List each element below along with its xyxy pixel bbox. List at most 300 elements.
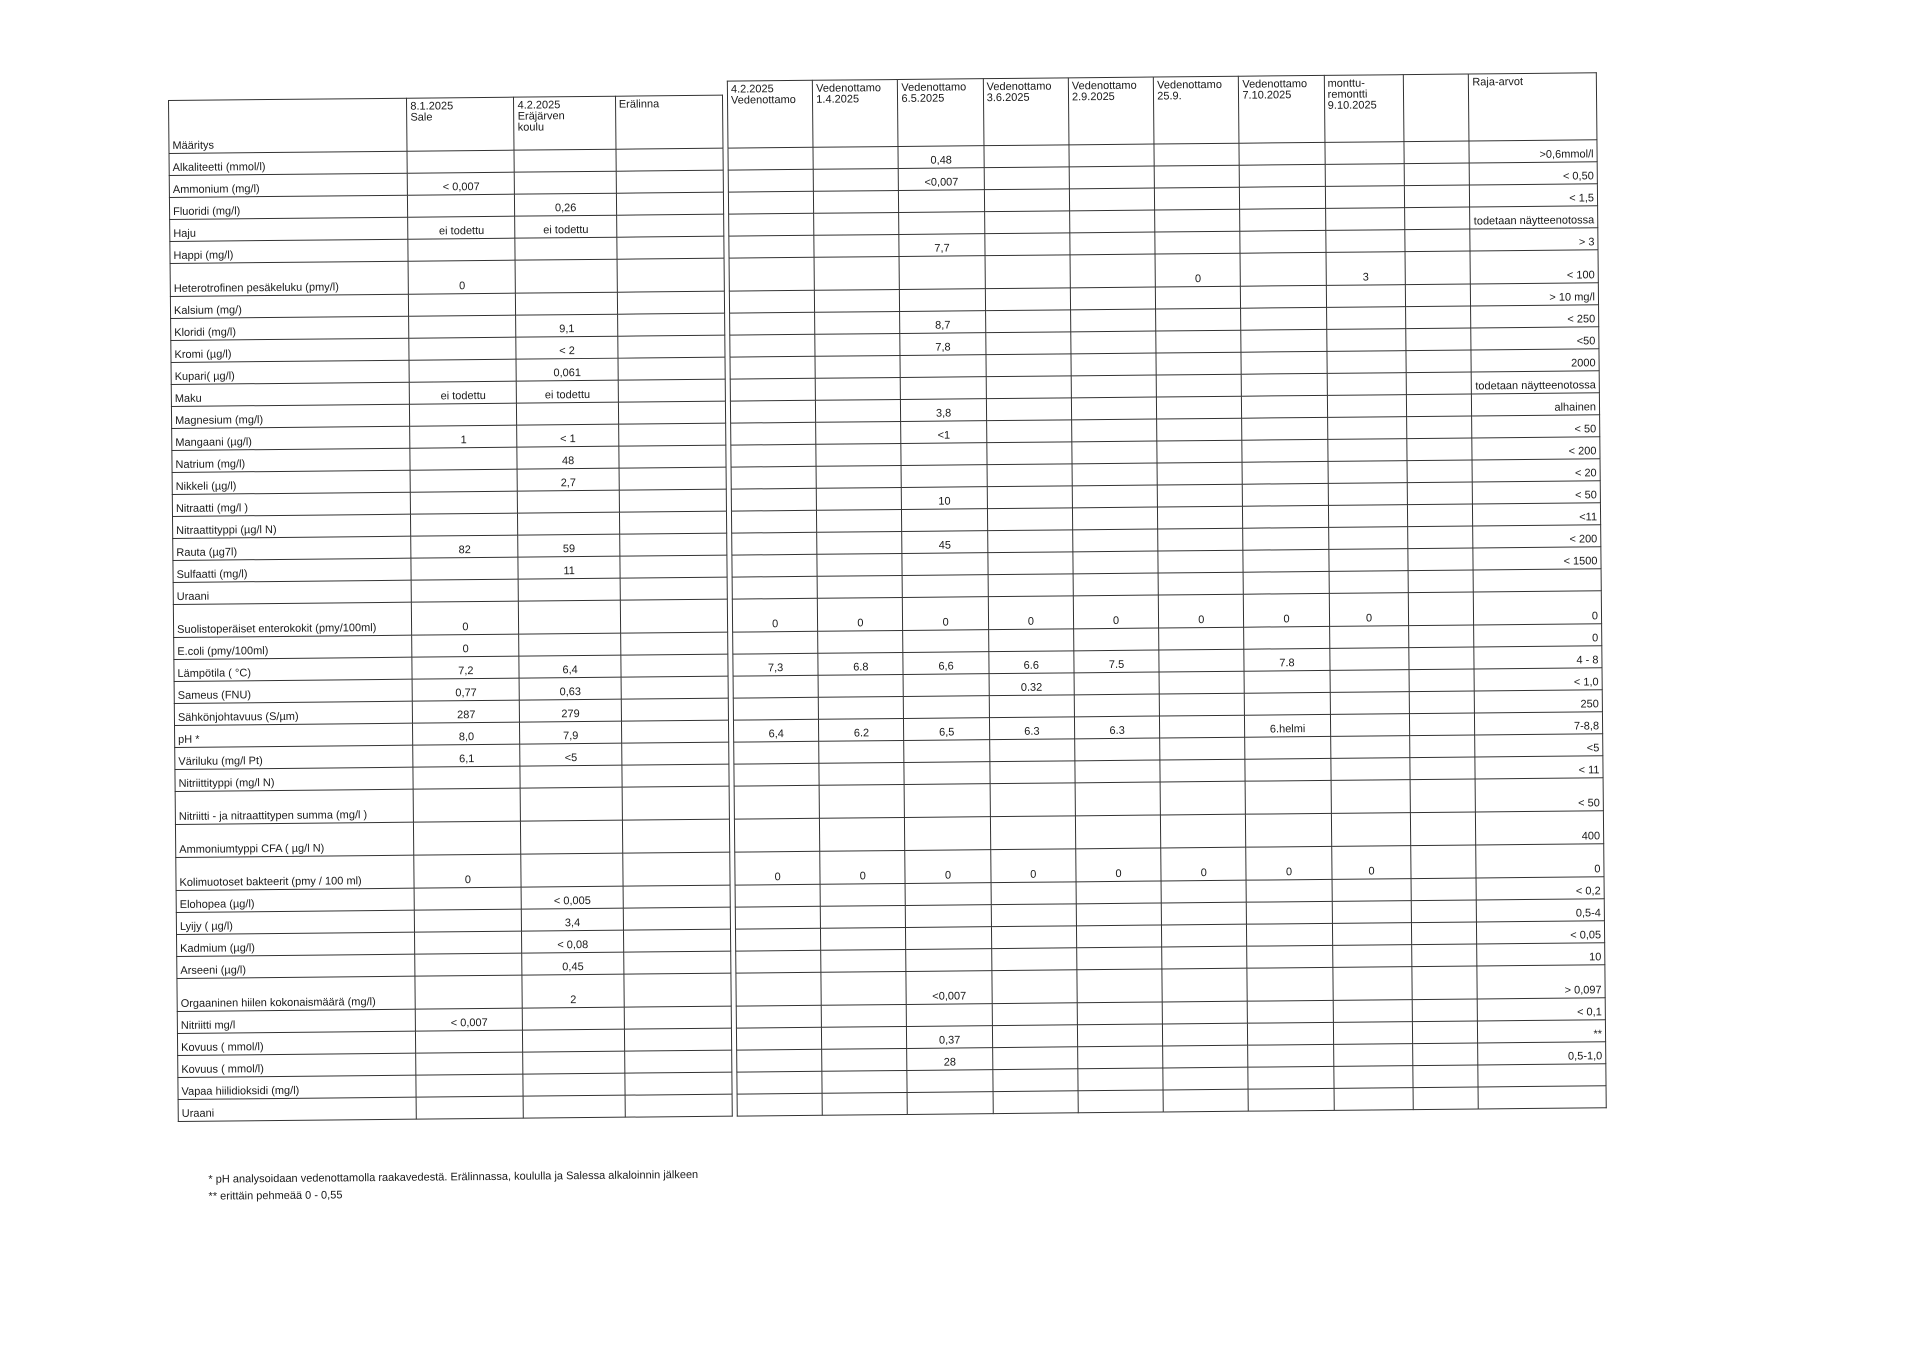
result-cell: < 0,08 [522, 930, 623, 953]
result-cell [905, 784, 991, 818]
result-cell [989, 695, 1074, 718]
result-cell [1162, 924, 1247, 947]
result-cell [619, 511, 726, 534]
result-cell [1408, 526, 1473, 549]
result-cell [1245, 780, 1331, 814]
result-cell [1240, 252, 1326, 286]
parameter-name: Nikkeli (µg/l) [172, 470, 410, 494]
result-cell [988, 574, 1073, 597]
result-cell [623, 852, 731, 886]
result-cell [1413, 1065, 1478, 1088]
column-header-waterworks-8 [1404, 74, 1470, 142]
result-cell [523, 1007, 624, 1030]
result-cell [1248, 1088, 1333, 1111]
result-cell [990, 816, 1076, 850]
result-cell [1333, 1066, 1413, 1089]
result-cell [1157, 462, 1242, 485]
result-cell [1330, 692, 1410, 715]
result-cell [1410, 779, 1475, 813]
result-cell [984, 145, 1069, 168]
result-cell [1406, 328, 1471, 351]
result-cell [1332, 945, 1412, 968]
result-cell [1413, 999, 1478, 1022]
result-cell [1243, 483, 1328, 506]
result-cell [1071, 397, 1156, 420]
result-cell [1326, 285, 1406, 308]
result-cell [616, 192, 723, 215]
parameter-name: Happi (mg/l) [170, 239, 408, 263]
result-cell [1411, 845, 1476, 879]
result-cell [904, 740, 989, 763]
result-cell [1157, 418, 1242, 441]
result-cell [816, 487, 901, 510]
result-cell [729, 257, 815, 291]
limit-value-cell: > 10 mg/l [1471, 283, 1599, 306]
result-cell [907, 1004, 992, 1027]
result-cell [906, 949, 991, 972]
result-cell: <0,007 [899, 168, 984, 191]
result-cell [1156, 374, 1241, 397]
result-cell [1248, 1000, 1333, 1023]
result-cell [987, 530, 1072, 553]
result-cell [1071, 375, 1156, 398]
result-cell [900, 355, 985, 378]
parameter-name: Kovuus ( mmol/l) [178, 1053, 416, 1077]
parameter-name: Sameus (FNU) [174, 679, 412, 703]
result-cell [1160, 759, 1245, 782]
limit-value-cell [1478, 1064, 1606, 1087]
limit-value-cell: < 11 [1475, 756, 1603, 779]
result-cell [1162, 968, 1248, 1002]
result-cell [734, 741, 819, 764]
result-cell [899, 190, 984, 213]
result-cell [410, 403, 517, 426]
result-cell [1327, 373, 1407, 396]
parameter-name: Uraani [178, 1097, 416, 1121]
result-cell [1407, 416, 1472, 439]
result-cell [1072, 419, 1157, 442]
result-cell [1328, 461, 1408, 484]
result-cell [733, 697, 818, 720]
result-cell [901, 443, 986, 466]
result-cell: <5 [520, 743, 621, 766]
result-cell [1407, 394, 1472, 417]
parameter-name: Magnesium (mg/l) [171, 404, 409, 428]
column-header-erajarvi-school: 4.2.2025 Eräjärven koulu [514, 96, 616, 150]
result-cell [815, 355, 900, 378]
result-cell [1247, 967, 1333, 1001]
parameter-name: pH * [175, 723, 413, 747]
result-cell [1077, 947, 1162, 970]
result-cell [411, 491, 518, 514]
limit-value-cell: <11 [1473, 503, 1601, 526]
parameter-name: Kolimuotoset bakteerit (pmy / 100 ml) [176, 855, 415, 890]
result-cell: < 0,007 [407, 172, 514, 195]
result-cell [813, 146, 898, 169]
limit-value-cell: < 1500 [1473, 547, 1601, 570]
result-cell: 6.6 [989, 651, 1074, 674]
result-cell [1078, 1068, 1163, 1091]
result-cell [728, 147, 813, 170]
result-cell [1240, 164, 1325, 187]
result-cell [618, 357, 725, 380]
result-cell [1407, 372, 1472, 395]
result-cell [735, 928, 820, 951]
result-cell [1245, 736, 1330, 759]
result-cell [1241, 307, 1326, 330]
result-cell [411, 579, 518, 602]
result-cell [1069, 188, 1154, 211]
result-cell [986, 398, 1071, 421]
result-cell: 0,77 [412, 678, 519, 701]
result-cell: 8,7 [900, 311, 985, 334]
result-cell [1160, 781, 1246, 815]
result-cell [988, 629, 1073, 652]
result-cell [1333, 1000, 1413, 1023]
result-cell: 7,3 [733, 653, 818, 676]
result-cell [1072, 463, 1157, 486]
parameter-name: Alkaliteetti (mmol/l) [169, 151, 407, 175]
result-cell [728, 191, 813, 214]
result-cell [521, 820, 623, 854]
result-cell [621, 720, 728, 743]
column-header-sale: 8.1.2025 Sale [407, 97, 515, 151]
result-cell [1408, 504, 1473, 527]
result-cell [987, 486, 1072, 509]
result-cell: 0 [1158, 594, 1244, 628]
result-cell [1245, 758, 1330, 781]
result-cell [1071, 331, 1156, 354]
result-cell [1078, 1090, 1163, 1113]
result-cell [1405, 251, 1470, 285]
result-cell [1072, 441, 1157, 464]
table-row [177, 973, 731, 1011]
result-cell [1331, 813, 1411, 847]
result-cell [821, 927, 906, 950]
result-cell [736, 950, 821, 973]
result-cell [1410, 735, 1475, 758]
result-cell [1405, 185, 1470, 208]
result-cell [1239, 142, 1324, 165]
limit-value-cell: < 0,1 [1478, 998, 1606, 1021]
parameter-name: Lämpötila ( °C) [174, 657, 412, 681]
result-cell [820, 817, 906, 851]
result-cell [816, 421, 901, 444]
parameter-name: Nitriitti mg/l [177, 1009, 415, 1033]
result-cell [906, 883, 991, 906]
result-cell [1412, 966, 1477, 1000]
limit-value-cell: <5 [1475, 734, 1603, 757]
result-cell [1242, 395, 1327, 418]
result-cell [735, 906, 820, 929]
result-cell: 2 [522, 974, 624, 1008]
result-cell [1406, 284, 1471, 307]
result-cell: 0,37 [907, 1026, 992, 1049]
result-cell [413, 788, 521, 822]
result-cell [993, 1091, 1078, 1114]
result-cell [1325, 208, 1405, 231]
result-cell [1242, 373, 1327, 396]
result-cell [821, 971, 907, 1005]
result-cell [625, 1094, 732, 1117]
result-cell [1244, 626, 1329, 649]
result-cell: 11 [518, 556, 619, 579]
result-cell [1248, 1022, 1333, 1045]
result-cell [517, 402, 618, 425]
result-cell [1326, 329, 1406, 352]
result-cell [987, 442, 1072, 465]
result-cell [815, 289, 900, 312]
result-cell [904, 674, 989, 697]
result-cell [521, 787, 623, 821]
result-cell [737, 1049, 822, 1072]
result-cell [1156, 352, 1241, 375]
limit-value-cell: < 0,05 [1477, 921, 1605, 944]
result-cell [1409, 592, 1474, 626]
result-cell [1070, 210, 1155, 233]
result-cell [900, 289, 985, 312]
result-cell [1408, 548, 1473, 571]
limit-value-cell: 250 [1475, 690, 1603, 713]
parameter-name: Fluoridi (mg/l) [169, 195, 407, 219]
result-cell [624, 973, 732, 1007]
result-cell [618, 379, 725, 402]
result-cell [1161, 880, 1246, 903]
result-cell [814, 212, 899, 235]
result-cell [985, 310, 1070, 333]
result-cell [619, 533, 726, 556]
table-row [173, 599, 727, 637]
result-cell [736, 1005, 821, 1028]
result-cell [990, 783, 1076, 817]
result-cell [1159, 671, 1244, 694]
result-cell [1409, 625, 1474, 648]
column-header-waterworks-3: Vedenottamo 3.6.2025 [983, 78, 1069, 146]
result-cell: 7,7 [899, 234, 984, 257]
result-cell [411, 557, 518, 580]
result-cell [1410, 691, 1475, 714]
result-cell [1072, 485, 1157, 508]
result-cell [1407, 460, 1472, 483]
result-cell: 10 [902, 487, 987, 510]
result-cell [904, 696, 989, 719]
limit-value-cell [1478, 1086, 1606, 1109]
result-cell [1245, 692, 1330, 715]
result-cell [1078, 1046, 1163, 1069]
result-cell [1242, 461, 1327, 484]
result-cell [1409, 647, 1474, 670]
result-cell [822, 1092, 907, 1115]
result-cell [905, 817, 991, 851]
table-row [170, 258, 724, 296]
result-cell [623, 885, 730, 908]
result-cell: 0,48 [898, 146, 983, 169]
result-cell [616, 214, 723, 237]
result-cell [986, 420, 1071, 443]
result-cell [620, 555, 727, 578]
result-cell [822, 1026, 907, 1049]
result-cell: 0.32 [989, 673, 1074, 696]
result-cell [1161, 902, 1246, 925]
result-cell [416, 1052, 523, 1075]
result-cell [623, 951, 730, 974]
limit-value-cell: 2000 [1471, 349, 1599, 372]
result-cell [518, 490, 619, 513]
result-cell [821, 905, 906, 928]
result-cell [1333, 1022, 1413, 1045]
limit-value-cell: < 0,50 [1470, 162, 1598, 185]
result-cell [624, 1028, 731, 1051]
result-cell: 0,061 [516, 358, 617, 381]
result-cell [818, 630, 903, 653]
result-cell: 0 [903, 597, 989, 631]
result-cell [1163, 1045, 1248, 1068]
result-cell [908, 1092, 993, 1115]
result-cell [1333, 967, 1413, 1001]
result-cell [411, 513, 518, 536]
column-header-waterworks-0: 4.2.2025 Vedenottamo [727, 80, 813, 148]
result-cell: 7.5 [1074, 650, 1159, 673]
result-cell [902, 553, 987, 576]
parameter-name: Suolistoperäiset enterokokit (pmy/100ml) [173, 602, 412, 637]
result-cell [407, 150, 514, 173]
parameter-name: Rauta (µg7l) [173, 536, 411, 560]
result-cell [410, 469, 517, 492]
result-cell [1073, 551, 1158, 574]
result-cell [1075, 782, 1161, 816]
result-cell [620, 632, 727, 655]
result-cell: 0 [818, 597, 904, 631]
result-cell [815, 377, 900, 400]
document-page [168, 75, 1619, 1206]
parameter-name: Maku [171, 382, 409, 406]
result-cell [1158, 506, 1243, 529]
result-cell [734, 763, 819, 786]
result-cell [1329, 626, 1409, 649]
result-cell [617, 236, 724, 259]
result-cell [410, 447, 517, 470]
result-cell [1240, 230, 1325, 253]
result-cell [818, 674, 903, 697]
parameter-name: Lyijy ( µg/l) [176, 910, 414, 934]
result-cell [987, 508, 1072, 531]
result-cell [1073, 573, 1158, 596]
limit-value-cell: < 250 [1471, 305, 1599, 328]
result-cell [1158, 528, 1243, 551]
result-cell: < 2 [516, 336, 617, 359]
result-cell [1408, 482, 1473, 505]
result-cell [992, 970, 1078, 1004]
result-cell [414, 821, 522, 855]
result-cell [902, 509, 987, 532]
result-cell [1333, 1044, 1413, 1067]
result-cell [416, 1030, 523, 1053]
result-cell [732, 554, 817, 577]
result-cell [1242, 417, 1327, 440]
result-cell [1070, 254, 1156, 288]
parameter-name: Ammoniumtyppi CFA ( µg/l N) [175, 822, 414, 857]
result-cell: 28 [907, 1048, 992, 1071]
result-cell [409, 315, 516, 338]
result-cell [620, 577, 727, 600]
result-cell [729, 290, 814, 313]
limit-value-cell: < 100 [1470, 250, 1598, 284]
result-cell: 6,1 [413, 744, 520, 767]
result-cell [1074, 672, 1159, 695]
result-cell [414, 887, 521, 910]
result-cell [1246, 879, 1331, 902]
result-cell [1246, 813, 1332, 847]
limit-value-cell: < 1,0 [1474, 668, 1602, 691]
result-cell [413, 766, 520, 789]
result-cell [1241, 329, 1326, 352]
result-cell [1409, 669, 1474, 692]
result-cell [730, 312, 815, 335]
limit-value-cell: 10 [1477, 943, 1605, 966]
result-cell [521, 853, 623, 887]
result-cell: 3,4 [522, 908, 623, 931]
result-cell [729, 235, 814, 258]
result-cell: 0 [414, 854, 522, 888]
result-cell [1332, 901, 1412, 924]
result-cell [617, 291, 724, 314]
result-cell [621, 698, 728, 721]
result-cell [1330, 670, 1410, 693]
result-cell [1412, 922, 1477, 945]
result-cell [415, 909, 522, 932]
result-cell: 59 [518, 534, 619, 557]
result-cell: 7,8 [900, 333, 985, 356]
result-cell: < 0,007 [416, 1008, 523, 1031]
result-cell [1329, 648, 1409, 671]
result-cell [819, 784, 905, 818]
result-cell [617, 258, 725, 292]
limit-value-cell: > 3 [1470, 228, 1598, 251]
result-cell [622, 786, 730, 820]
result-cell [409, 293, 516, 316]
result-cell: 0,45 [522, 952, 623, 975]
result-cell: 6.3 [1074, 716, 1159, 739]
result-cell: 6.3 [989, 717, 1074, 740]
result-cell [1413, 1021, 1478, 1044]
result-cell [1161, 814, 1247, 848]
result-cell [523, 1051, 624, 1074]
result-cell: 7,2 [412, 656, 519, 679]
result-cell [1325, 186, 1405, 209]
result-cell [816, 443, 901, 466]
result-cell: 6,4 [519, 655, 620, 678]
result-cell [1157, 484, 1242, 507]
result-cell [903, 630, 988, 653]
result-cell [816, 399, 901, 422]
result-cell [1328, 527, 1408, 550]
result-cell [731, 488, 816, 511]
parameter-name: Kromi (µg/l) [171, 338, 409, 362]
result-cell [734, 785, 820, 819]
result-cell: 3 [1326, 252, 1406, 286]
results-table-right [727, 72, 1607, 1116]
result-cell [904, 762, 989, 785]
result-cell [816, 465, 901, 488]
result-cell [817, 531, 902, 554]
parameter-name: Arseeni (µg/l) [177, 954, 415, 978]
result-cell [618, 401, 725, 424]
result-cell [1405, 163, 1470, 186]
limit-value-cell: todetaan näytteenotossa [1472, 371, 1600, 394]
result-cell [1327, 351, 1407, 374]
result-cell [1244, 670, 1329, 693]
result-cell [991, 948, 1076, 971]
